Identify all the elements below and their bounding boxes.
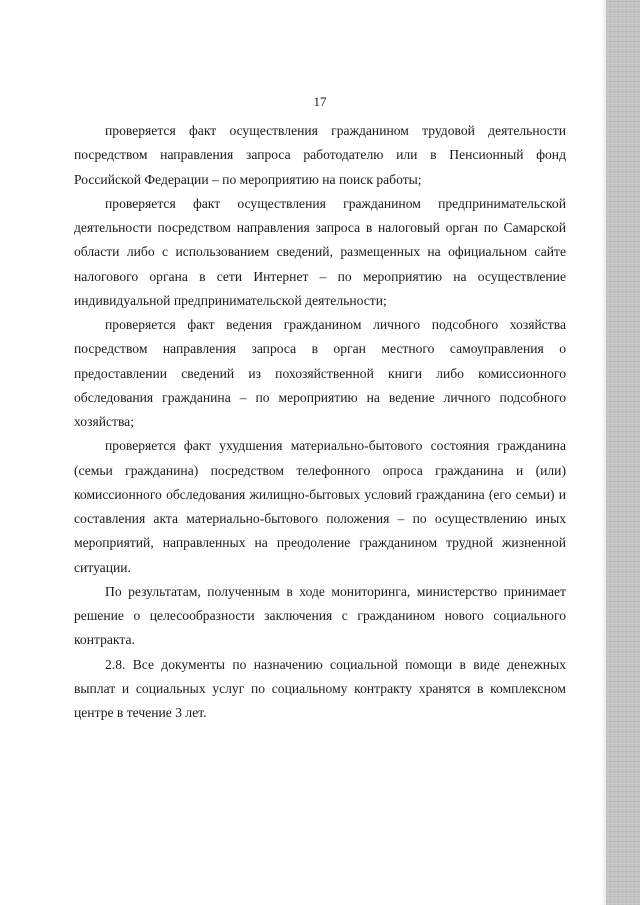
paragraph-living-conditions-check: проверяется факт ухудшения материально-бытового состояния гражданина (семьи гражданина) посредством телефонного опроса гражданина и (или) комиссионного обследования жилищно-бытовых условий гражданина (его семьи) и составления акта материально-бытового положения – по осуществлению иных мероприятий, направленных на преодоление гражданином трудной жизненной ситуации.	[74, 438, 566, 575]
paragraph-employment-check: проверяется факт осуществления гражданином трудовой деятельности посредством направления запроса работодателю или в Пенсионный фонд Российской Федерации – по мероприятию на поиск работы;	[74, 123, 566, 187]
page-number: 17	[313, 94, 327, 109]
paragraph-entrepreneurship-check: проверяется факт осуществления гражданином предпринимательской деятельности посредством направления запроса в налоговый орган по Самарской области либо с использованием сведений, размещенных на официальном сайте налогового органа в сети Интернет – по мероприятию на осуществление индивидуальной предпринимательской деятельности;	[74, 195, 566, 308]
scan-edge	[606, 0, 640, 905]
document-body	[74, 119, 566, 725]
paragraph-household-farm-check: проверяется факт ведения гражданином личного подсобного хозяйства посредством направления запроса в орган местного самоуправления о предоставлении сведений из похозяйственной книги либо комиссионного обследования гражданина – по мероприятию на ведение личного подсобного хозяйства;	[74, 317, 566, 429]
paragraph-documents-storage: 2.8. Все документы по назначению социальной помощи в виде денежных выплат и социальных услуг по социальному контракту хранятся в комплексном центре в течение 3 лет.	[74, 656, 566, 720]
paragraph-monitoring-results: По результатам, полученным в ходе мониторинга, министерство принимает решение о целесообразности заключения с гражданином нового социального контракта.	[74, 583, 566, 648]
